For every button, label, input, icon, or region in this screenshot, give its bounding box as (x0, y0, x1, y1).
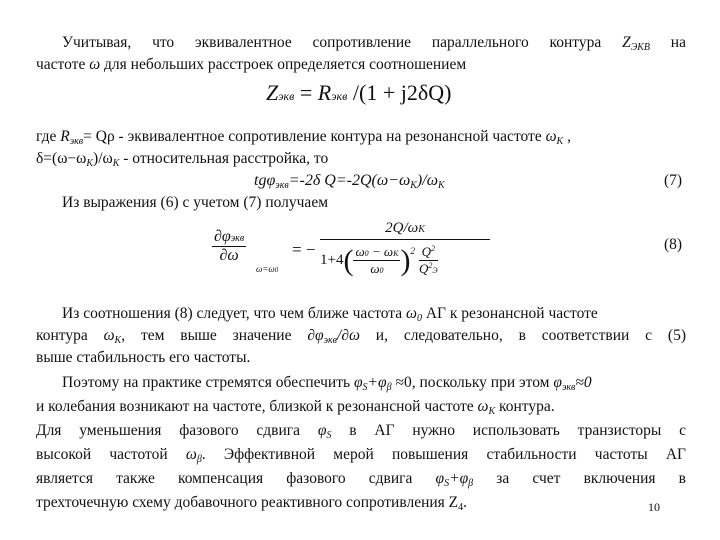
text: Учитывая, что эквивалентное сопротивление параллельного контура (62, 34, 623, 51)
equation-8-lhs (212, 228, 246, 265)
fraction-denominator: ∂ω (219, 247, 239, 264)
text: +φ (449, 470, 469, 487)
text: 2Q/ω (385, 220, 419, 236)
text: = (294, 80, 318, 105)
text: трехточечную схему добавочного реактивного сопротивления Z (36, 494, 459, 511)
equation-8-condition (256, 264, 278, 274)
subscript: 4 (458, 502, 464, 513)
text: )/ω (416, 172, 438, 189)
text: ω (355, 244, 365, 259)
text: , (563, 128, 571, 145)
subscript: K (438, 180, 445, 191)
subscript: экв (331, 89, 348, 103)
fraction-denominator (419, 261, 438, 277)
symbol-omega: ω (545, 128, 557, 145)
text: δ=(ω−ω (36, 150, 87, 167)
subscript: Э (432, 266, 438, 275)
paragraph-6-line-3 (36, 470, 686, 493)
symbol-r: R (60, 128, 70, 145)
text: R (317, 80, 332, 105)
text: где (36, 128, 61, 145)
text: и колебания возникают на частоте, близкой к резонансной частоте (36, 398, 478, 415)
text: частоте (36, 56, 90, 73)
superscript: 2 (428, 261, 433, 270)
text: АГ к резонансной частоте (421, 305, 598, 322)
symbol-omega: ω (477, 398, 489, 415)
left-paren: ( (343, 243, 354, 277)
fraction-denominator (353, 261, 400, 277)
paragraph-6-line-4 (36, 494, 467, 517)
subscript: K (393, 249, 399, 258)
fraction-numerator (212, 228, 246, 247)
subscript: 0 (416, 313, 422, 324)
subscript: экв (561, 382, 576, 393)
text: ≈0 (575, 374, 592, 391)
text: Для уменьшения фазового сдвига (36, 422, 318, 439)
subscript: ЭКВ (630, 42, 650, 53)
subscript: K (556, 136, 564, 147)
text: Из соотношения (8) следует, что чем ближе частота (62, 305, 407, 322)
symbol-phi: φ (353, 374, 363, 391)
text: контура. (495, 398, 555, 415)
right-paren: ) (400, 243, 411, 277)
paragraph-4-line-3: выше стабильность его частоты. (36, 349, 251, 366)
paragraph-6-line-1 (36, 422, 686, 445)
symbol-phi: φ (553, 374, 562, 391)
text: Поэтому на практике стремятся обеспечить (62, 374, 354, 391)
paragraph-4-line-1 (62, 305, 598, 328)
text: ∂φ (214, 228, 231, 245)
subscript: 0 (274, 266, 279, 274)
subscript: β (386, 382, 392, 393)
subscript: экв (275, 180, 289, 191)
rhs-denominator (320, 244, 490, 277)
text: /(1 + j2δQ) (347, 80, 452, 105)
fraction-numerator (419, 244, 438, 261)
text: Q (421, 244, 431, 259)
subscript: K (410, 180, 417, 191)
subscript: экв (230, 233, 245, 244)
paragraph-3: Из выражения (6) с учетом (7) получаем (62, 194, 329, 211)
text: ω=ω (256, 264, 275, 274)
text: ≈0, поскольку при этом (391, 374, 554, 391)
symbol-omega: ω (89, 56, 101, 73)
text: . Эффективной мерой повышения стабильности частоты АГ (201, 446, 686, 463)
text: Z (266, 80, 279, 105)
page-number: 10 (648, 500, 660, 514)
paragraph-6-line-2 (36, 446, 686, 469)
paragraph-1-line-1 (62, 34, 686, 57)
symbol-z: Z (622, 34, 631, 51)
text: − ω (368, 244, 394, 259)
paragraph-5-line-2 (36, 398, 555, 421)
exponent: 2 (410, 246, 415, 256)
symbol-omega: ω (103, 327, 115, 344)
text: и, следовательно, в соответствии с (5) (359, 327, 686, 344)
text: Q (418, 261, 429, 276)
text: = Qρ - эквивалентное сопротивление контура на резонансной частоте (83, 128, 546, 145)
text: =-2δ Q=-2Q(ω−ω (288, 172, 411, 189)
paragraph-2-line-1 (36, 128, 571, 151)
equation-8-rhs (320, 220, 490, 277)
subscript: K (418, 224, 425, 235)
equation-impedance (266, 80, 451, 106)
text: для небольших расстроек определяется соотношением (100, 56, 467, 73)
symbol-phi: φ (435, 470, 445, 487)
fraction-numerator (353, 244, 400, 261)
text: 1+4 (320, 252, 344, 268)
superscript: 2 (430, 244, 435, 253)
text: является также компенсация фазового сдвига (36, 470, 436, 487)
text: . (463, 494, 468, 511)
rhs-numerator (320, 220, 490, 240)
text: +φ (367, 374, 387, 391)
text: /∂ω (337, 327, 360, 344)
symbol-phi: φ (317, 422, 327, 439)
equation-8-sign: = − (292, 240, 316, 259)
paragraph-2-line-2 (36, 150, 328, 173)
subscript: 0 (379, 266, 384, 275)
equation-8-number: (8) (664, 236, 683, 253)
subscript: K (86, 158, 94, 169)
text: в АГ нужно использовать транзисторы с (331, 422, 687, 439)
subscript: S (326, 430, 332, 441)
text: на (649, 34, 686, 51)
text: контура (36, 327, 104, 344)
equation-7-number: (7) (664, 172, 683, 189)
subscript: 0 (364, 249, 369, 258)
subscript: экв (323, 335, 338, 346)
paragraph-5-line-1 (62, 374, 592, 397)
subscript: K (114, 335, 122, 346)
subscript: K (112, 158, 120, 169)
subscript: K (488, 406, 496, 417)
subscript: S (444, 478, 450, 489)
q-fraction (419, 244, 438, 277)
text: tgφ (254, 172, 276, 189)
subscript: β (196, 454, 202, 465)
symbol-omega: ω (185, 446, 197, 463)
equation-7 (254, 172, 445, 195)
inner-fraction (353, 244, 400, 277)
text: высокой частотой (36, 446, 186, 463)
text: - относительная расстройка, то (119, 150, 329, 167)
lhs-fraction (212, 228, 246, 265)
equation-8 (212, 218, 502, 302)
paragraph-4-line-2 (36, 327, 686, 350)
text: ∂φ (307, 327, 324, 344)
text: )/ω (93, 150, 113, 167)
symbol-omega: ω (406, 305, 417, 322)
paragraph-1-line-2 (36, 56, 466, 74)
text: за счет включения в (473, 470, 686, 487)
subscript: S (362, 382, 368, 393)
text: , тем выше значение (121, 327, 308, 344)
text: ω (370, 261, 380, 276)
subscript: экв (278, 89, 295, 103)
subscript: экв (69, 136, 84, 147)
subscript: β (468, 478, 474, 489)
